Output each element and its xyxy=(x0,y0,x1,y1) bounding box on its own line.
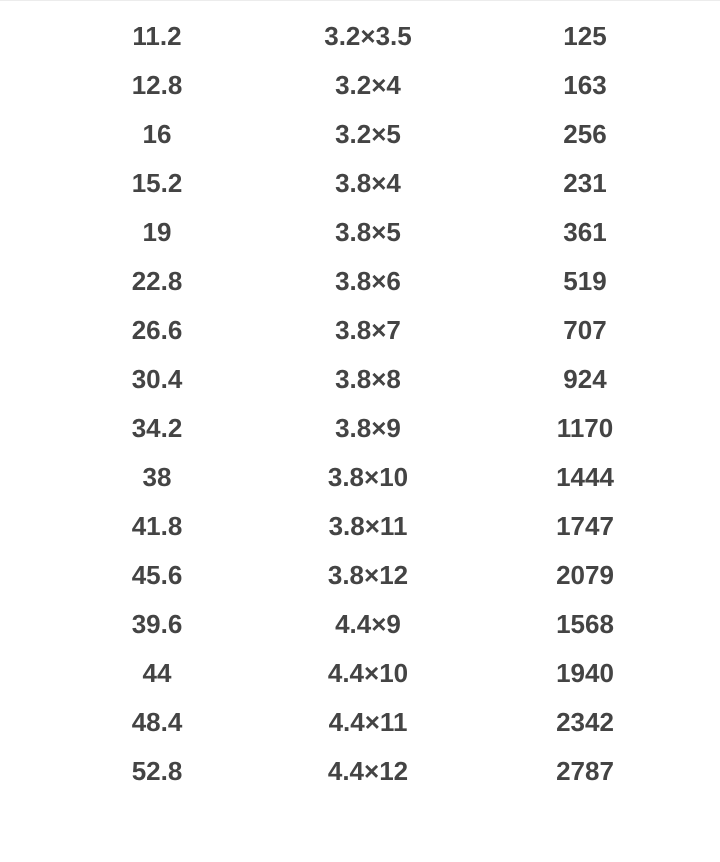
table-row xyxy=(0,453,720,502)
table-cell: 4.4×11 xyxy=(328,707,408,737)
table-row xyxy=(0,110,720,159)
table-cell: 48.4 xyxy=(131,707,183,737)
table-cell: 1170 xyxy=(556,413,614,443)
table-row xyxy=(0,257,720,306)
table-cell: 44 xyxy=(142,658,172,688)
table-cell: 3.2×4 xyxy=(335,70,401,100)
table-row xyxy=(0,61,720,110)
table-cell: 125 xyxy=(563,21,607,51)
table-row xyxy=(0,747,720,796)
table-cell: 16 xyxy=(142,119,172,149)
table-cell: 3.2×3.5 xyxy=(324,21,412,51)
table-cell: 2787 xyxy=(556,756,614,786)
table-row xyxy=(0,159,720,208)
table-cell: 2079 xyxy=(556,560,614,590)
table-row xyxy=(0,208,720,257)
table-row xyxy=(0,502,720,551)
table-cell: 3.8×5 xyxy=(335,217,401,247)
table-cell: 231 xyxy=(563,168,607,198)
table-cell: 707 xyxy=(563,315,607,345)
table-cell: 45.6 xyxy=(131,560,183,590)
table-cell: 12.8 xyxy=(131,70,183,100)
table-cell: 4.4×12 xyxy=(327,756,409,786)
top-divider xyxy=(0,0,720,1)
table-cell: 3.8×12 xyxy=(327,560,409,590)
table-cell: 1747 xyxy=(556,511,614,541)
table-cell: 3.8×10 xyxy=(327,462,409,492)
table-cell: 3.8×6 xyxy=(335,266,401,296)
table-cell: 3.8×8 xyxy=(335,364,401,394)
table-cell: 3.8×4 xyxy=(335,168,401,198)
table-cell: 30.4 xyxy=(131,364,183,394)
table-cell: 19 xyxy=(142,217,172,247)
table-cell: 163 xyxy=(563,70,607,100)
table-cell: 22.8 xyxy=(131,266,183,296)
table-row xyxy=(0,355,720,404)
table-cell: 39.6 xyxy=(131,609,183,639)
table-cell: 11.2 xyxy=(132,21,182,51)
table-cell: 4.4×9 xyxy=(335,609,401,639)
table-cell: 52.8 xyxy=(131,756,183,786)
table-row xyxy=(0,600,720,649)
table-row xyxy=(0,404,720,453)
table-row xyxy=(0,649,720,698)
table-cell: 2342 xyxy=(556,707,614,737)
table-cell: 34.2 xyxy=(131,413,183,443)
table-cell: 3.8×11 xyxy=(328,511,408,541)
table-cell: 3.8×7 xyxy=(335,315,401,345)
table-cell: 15.2 xyxy=(131,168,183,198)
table-cell: 361 xyxy=(563,217,607,247)
table-cell: 26.6 xyxy=(131,315,183,345)
table-row xyxy=(0,698,720,747)
table-row xyxy=(0,12,720,61)
table-cell: 3.2×5 xyxy=(335,119,401,149)
table-row xyxy=(0,306,720,355)
table-cell: 1568 xyxy=(556,609,614,639)
table-cell: 1940 xyxy=(556,658,614,688)
table-cell: 1444 xyxy=(556,462,614,492)
table-cell: 41.8 xyxy=(131,511,183,541)
table-row xyxy=(0,551,720,600)
table-cell: 924 xyxy=(563,364,607,394)
table-cell: 38 xyxy=(142,462,172,492)
table-cell: 3.8×9 xyxy=(335,413,401,443)
table-cell: 256 xyxy=(563,119,607,149)
table-cell: 519 xyxy=(563,266,607,296)
data-table xyxy=(0,12,720,796)
table-cell: 4.4×10 xyxy=(327,658,409,688)
